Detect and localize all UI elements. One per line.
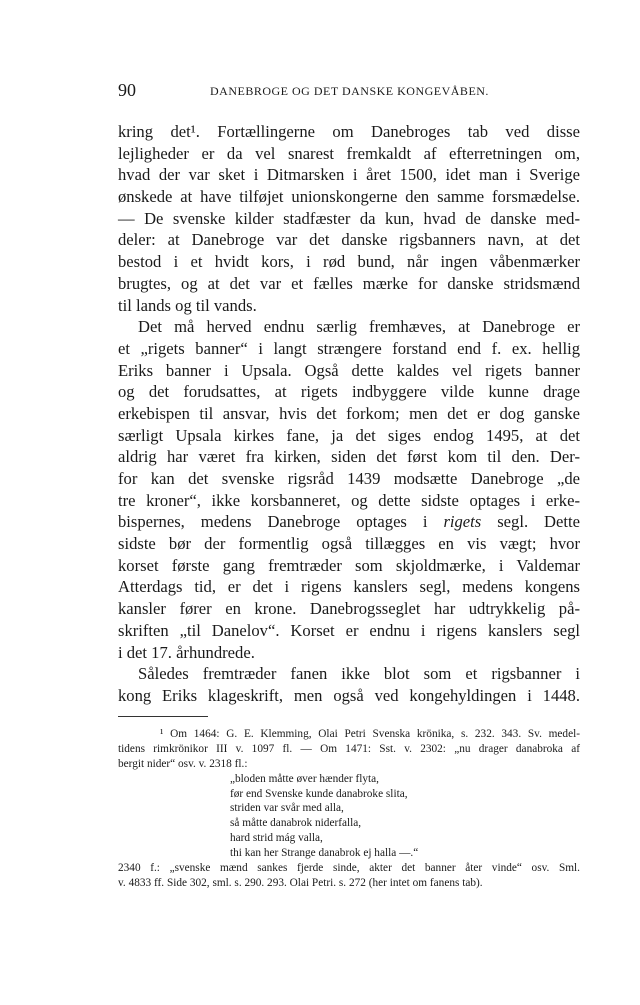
text-line: hvad der var sket i Ditmarsken i året 1500, idet man i Sverige	[118, 165, 580, 185]
text-line: i det 17. århundrede.	[118, 642, 255, 662]
footnote-line: „bloden måtte øver hænder flyta,	[230, 772, 380, 785]
text-line: Atterdags tid, er det i rigens kanslers segl, medens kongens	[118, 577, 580, 597]
text-line: til lands og til vands.	[118, 295, 257, 315]
text-line: Således fremtræder fanen ikke blot som et rigsbanner i	[138, 664, 580, 684]
page-header	[118, 80, 580, 102]
text-line: sidste bør der formentlig også tillægges en vis vægt; hvor	[118, 534, 580, 554]
text-line: kring det¹. Fortællingerne om Danebroges tab ved disse	[118, 122, 580, 141]
text-line: kansler fører en krone. Danebrogsseglet har udtrykkelig på-	[118, 599, 580, 619]
text-line: erkebispen til ansvar, hvis det forkom; men det er dog ganske	[118, 403, 580, 423]
footnote-line: så måtte danabrok niderfalla,	[230, 817, 362, 830]
text-line: et „rigets banner“ i langt strængere forstand end f. ex. hellig	[118, 338, 580, 358]
text-line: korset første gang fremtræder som skjoldmærke, i Valdemar	[118, 555, 580, 575]
text-segment: bispernes, medens Danebroge optages i	[118, 512, 444, 532]
body-text	[118, 121, 580, 707]
footnote-line: bergit nider“ osv. v. 2318 fl.:	[118, 757, 248, 770]
text-line	[118, 511, 580, 533]
text-line: særligt Upsala kirkes fane, ja det siges endog 1495, at det	[118, 425, 580, 445]
text-line: lejligheder er da vel snarest fremkaldt af efterretningen om,	[118, 143, 580, 163]
text-line: kong Eriks klageskrift, men også ved kongehyldingen i 1448.	[118, 685, 580, 705]
running-title: DANEBROGE OG DET DANSKE KONGEVÅBEN.	[210, 84, 489, 98]
footnote-line: hard strid mág valla,	[230, 832, 323, 845]
footnote-line: thi kan her Strange danabrok ej halla —.“	[230, 847, 419, 860]
footnote-line: før end Svenske kunde danabroke slita,	[230, 787, 408, 800]
text-line: — De svenske kilder stadfæster da kun, hvad de danske med-	[118, 208, 580, 228]
footnote-line: ¹ Om 1464: G. E. Klemming, Olai Petri Svenska krönika, s. 232. 343. Sv. medel-	[160, 728, 580, 740]
text-line: Det må herved endnu særlig fremhæves, at Danebroge er	[138, 317, 580, 337]
text-line: ønskede at have tilføjet unionskongerne den samme forsmædelse.	[118, 187, 580, 207]
text-line: for kan det svenske rigsråd 1439 modsætte Danebroge „de	[118, 469, 580, 488]
footnote-line: striden var svår med alla,	[230, 802, 344, 815]
text-line: tre kroner“, ikke korsbanneret, og dette sidste optages i erke-	[118, 490, 580, 510]
text-line: og det forudsattes, at rigets indbyggere vilde kunne drage	[118, 382, 580, 402]
footnotes	[118, 727, 580, 891]
text-line: aldrig har været fra kirken, siden det først kom til den. Der-	[118, 447, 580, 467]
footnote-divider	[118, 716, 208, 717]
text-line: deler: at Danebroge var det danske rigsbanners navn, at det	[118, 230, 580, 250]
page-number: 90	[118, 80, 136, 100]
text-line: bestod i et hvidt kors, i rød bund, når ingen våbenmærker	[118, 252, 580, 272]
italic-word: rigets	[443, 512, 482, 532]
text-line: Eriks banner i Upsala. Også dette kaldes vel rigets banner	[118, 360, 580, 380]
text-segment: segl. Dette	[481, 512, 580, 532]
footnote-line: tidens rimkrönikor III v. 1097 fl. — Om 1471: Sst. v. 2302: „nu drager danabroka af	[118, 742, 580, 755]
text-line: skriften „til Danelov“. Korset er endnu i rigens kanslers segl	[118, 620, 580, 640]
footnote-line: v. 4833 ff. Side 302, sml. s. 290. 293. Olai Petri. s. 272 (her intet om fanens tab).	[118, 876, 483, 889]
text-line: brugtes, og at det var et fælles mærke for danske stridsmænd	[118, 273, 580, 293]
footnote-line: 2340 f.: „svenske mænd sankes fjerde sinde, akter det banner åter vinde“ osv. Sml.	[118, 862, 580, 875]
